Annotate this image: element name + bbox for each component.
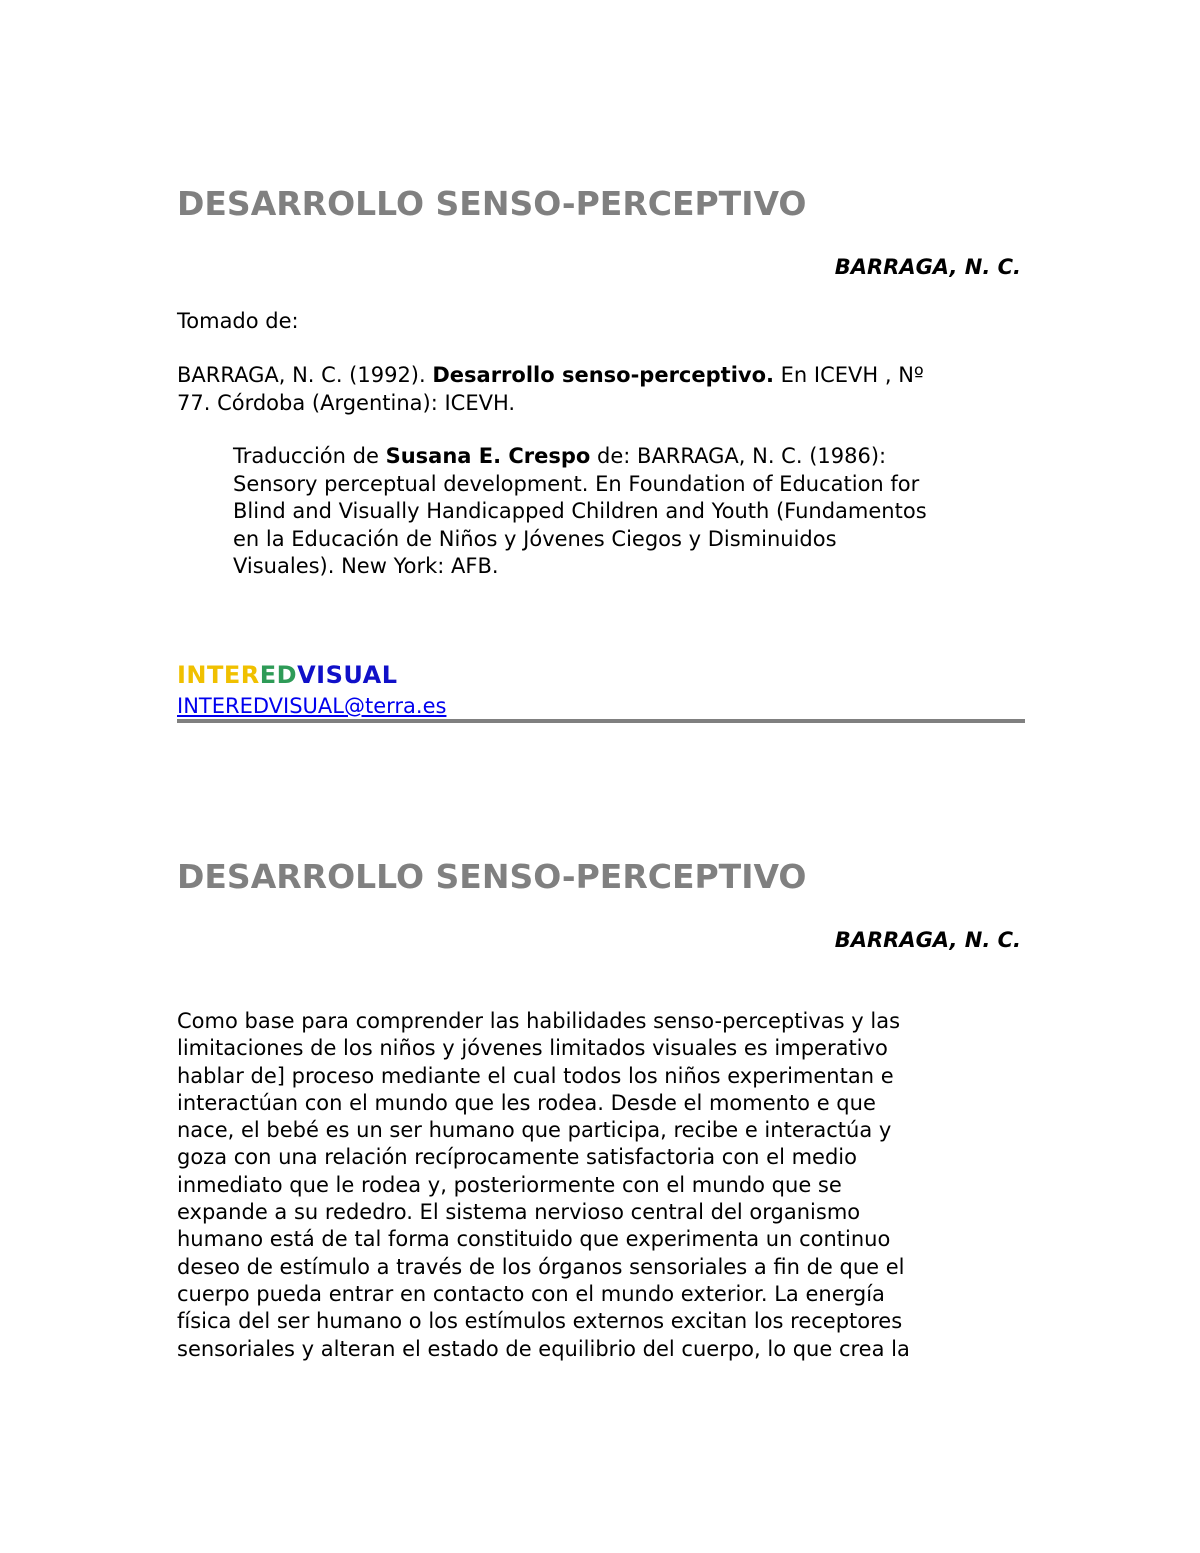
body-line: Como base para comprender las habilidades senso-perceptivas y las — [177, 1009, 901, 1033]
body-line: goza con una relación recíprocamente satisfactoria con el medio — [177, 1145, 857, 1170]
body-line: sensoriales y alteran el estado de equilibrio del cuerpo, lo que crea la — [177, 1336, 910, 1361]
section-author: BARRAGA, N. C. — [834, 928, 1021, 952]
body-line: física del ser humano o los estímulos externos excitan los receptores — [177, 1309, 903, 1334]
body-paragraph — [177, 1008, 1023, 1363]
email-link[interactable]: INTEREDVISUAL@terra.es — [177, 694, 447, 718]
body-line: interactúan con el mundo que les rodea. Desde el momento e que — [177, 1090, 876, 1115]
logo-part-ed: ED — [259, 661, 298, 689]
source-citation — [177, 362, 1023, 417]
logo-part-inter: INTER — [177, 661, 260, 689]
logo-part-visual: VISUAL — [297, 661, 398, 689]
source-label: Tomado de: — [177, 309, 299, 333]
translator-name: Susana E. Crespo — [385, 444, 591, 468]
citation-line-2: 77. Córdoba (Argentina): ICEVH. — [177, 390, 516, 415]
author-name: BARRAGA, N. C. — [834, 255, 1021, 279]
translation-line-5: Visuales). New York: AFB. — [233, 554, 499, 578]
translation-line-4: en la Educación de Niños y Jóvenes Ciegos y Disminuidos — [233, 526, 837, 551]
translation-line-3: Blind and Visually Handicapped Children and Youth (Fundamentos — [233, 499, 927, 523]
body-line: inmediato que le rodea y, posteriormente con el mundo que se — [177, 1172, 842, 1197]
body-line: deseo de estímulo a través de los órganos sensoriales a fin de que el — [177, 1254, 905, 1279]
interedvisual-logo — [177, 660, 398, 690]
body-line: hablar de] proceso mediante el cual todos los niños experimentan e — [177, 1063, 894, 1088]
body-line: humano está de tal forma constituido que experimenta un continuo — [177, 1227, 891, 1252]
translation-source: de: BARRAGA, N. C. (1986): — [590, 444, 887, 468]
page-title: DESARROLLO SENSO-PERCEPTIVO — [177, 184, 807, 223]
citation-title: Desarrollo senso-perceptivo. — [432, 363, 774, 387]
translation-note — [233, 443, 1033, 581]
horizontal-divider — [177, 719, 1025, 723]
section-title: DESARROLLO SENSO-PERCEPTIVO — [177, 857, 807, 896]
translation-prefix: Traducción de — [233, 444, 386, 468]
body-line: expande a su rededro. El sistema nervioso central del organismo — [177, 1200, 861, 1225]
citation-publisher: En ICEVH , Nº — [773, 363, 924, 387]
body-line: nace, el bebé es un ser humano que participa, recibe e interactúa y — [177, 1118, 892, 1143]
translation-line-2: Sensory perceptual development. En Foundation of Education for — [233, 471, 920, 496]
body-line: cuerpo pueda entrar en contacto con el mundo exterior. La energía — [177, 1281, 885, 1306]
citation-author-year: BARRAGA, N. C. (1992). — [177, 363, 433, 387]
body-line: limitaciones de los niños y jóvenes limitados visuales es imperativo — [177, 1036, 888, 1061]
